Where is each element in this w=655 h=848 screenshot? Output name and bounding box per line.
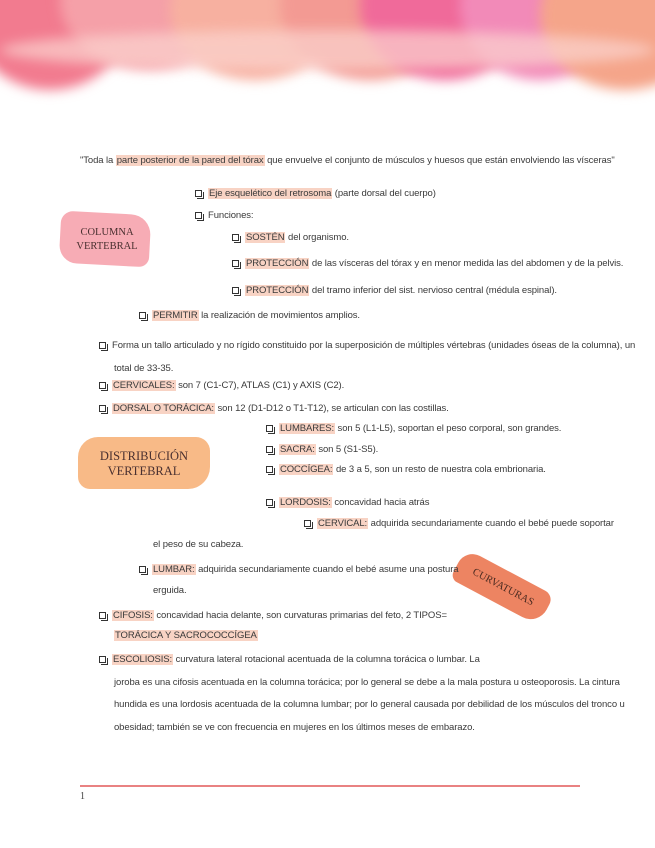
item-cifosis: CIFOSIS: concavidad hacia delante, son curvaturas primarias del feto, 2 TIPOS= TORÁCICA Y SACROCOCCÍGEA bbox=[99, 606, 447, 646]
item-lumbar-cont: erguida. bbox=[153, 585, 187, 596]
checkbox-icon bbox=[99, 382, 106, 389]
item-sosten: SOSTÉN del organismo. bbox=[232, 232, 349, 244]
item-coccigea: COCCÍGEA: de 3 a 5, son un resto de nuestra cola embrionaria. bbox=[266, 464, 546, 476]
item-funciones: Funciones: bbox=[195, 210, 253, 222]
checkbox-icon bbox=[99, 612, 106, 619]
item-proteccion-1: PROTECCIÓN de las vísceras del tórax y en menor medida las del abdomen y de la pelvis. bbox=[232, 258, 623, 270]
item-forma: Forma un tallo articulado y no rígido constituido por la superposición de múltiples vértebras (unidades óseas de la columna), un total de 33-35. bbox=[99, 334, 635, 380]
item-lumbares: LUMBARES: son 5 (L1-L5), soportan el peso corporal, son grandes. bbox=[266, 423, 561, 435]
checkbox-icon bbox=[99, 342, 106, 349]
checkbox-icon bbox=[139, 566, 146, 573]
item-permitir: PERMITIR la realización de movimientos amplios. bbox=[139, 310, 360, 322]
checkbox-icon bbox=[232, 260, 239, 267]
item-cervicales: CERVICALES: son 7 (C1-C7), ATLAS (C1) y AXIS (C2). bbox=[99, 380, 344, 392]
checkbox-icon bbox=[266, 466, 273, 473]
item-lordosis: LORDOSIS: concavidad hacia atrás bbox=[266, 497, 429, 509]
checkbox-icon bbox=[266, 499, 273, 506]
item-proteccion-2: PROTECCIÓN del tramo inferior del sist. nervioso central (médula espinal). bbox=[232, 285, 557, 297]
checkbox-icon bbox=[195, 212, 202, 219]
checkbox-icon bbox=[139, 312, 146, 319]
checkbox-icon bbox=[304, 520, 311, 527]
checkbox-icon bbox=[195, 190, 202, 197]
intro-quote: "Toda la parte posterior de la pared del tórax que envuelve el conjunto de músculos y huesos que están envolviendo las vísceras" bbox=[80, 155, 615, 166]
checkbox-icon bbox=[266, 446, 273, 453]
curvaturas-stamp-text: CURVATURAS bbox=[470, 566, 536, 609]
item-sacra: SACRA: son 5 (S1-S5). bbox=[266, 444, 378, 456]
item-lumbar: LUMBAR: adquirida secundariamente cuando el bebé asume una postura bbox=[139, 564, 458, 576]
columna-stamp-text: COLUMNA VERTEBRAL bbox=[76, 227, 138, 252]
item-cervical: CERVICAL: adquirida secundariamente cuando el bebé puede soportar bbox=[304, 518, 614, 530]
footer-divider bbox=[80, 785, 580, 787]
watercolor-banner bbox=[0, 0, 655, 120]
item-eje: Eje esquelético del retrosoma (parte dorsal del cuerpo) bbox=[195, 188, 436, 200]
item-cervical-cont: el peso de su cabeza. bbox=[153, 539, 244, 550]
checkbox-icon bbox=[99, 405, 106, 412]
checkbox-icon bbox=[99, 656, 106, 663]
page-number: 1 bbox=[80, 791, 85, 802]
checkbox-icon bbox=[266, 425, 273, 432]
item-dorsal: DORSAL O TORÁCICA: son 12 (D1-D12 o T1-T12), se articulan con las costillas. bbox=[99, 403, 449, 415]
checkbox-icon bbox=[232, 234, 239, 241]
checkbox-icon bbox=[232, 287, 239, 294]
item-escoliosis: ESCOLIOSIS: curvatura lateral rotacional acentuada de la columna torácica o lumbar. La joroba es una cifosis acentuada en la columna torácica; por lo general se debe a la mala postura u osteoporosis. La cintura hundida es una lordosis acentuada de la columna lumbar; por lo general causada por debilidad de los músculos del tronco u obesidad; también se ve con frecuencia en mujeres en los últimos meses de embarazo. bbox=[99, 649, 625, 739]
distribucion-stamp-text: DISTRIBUCIÓN VERTEBRAL bbox=[99, 449, 189, 478]
